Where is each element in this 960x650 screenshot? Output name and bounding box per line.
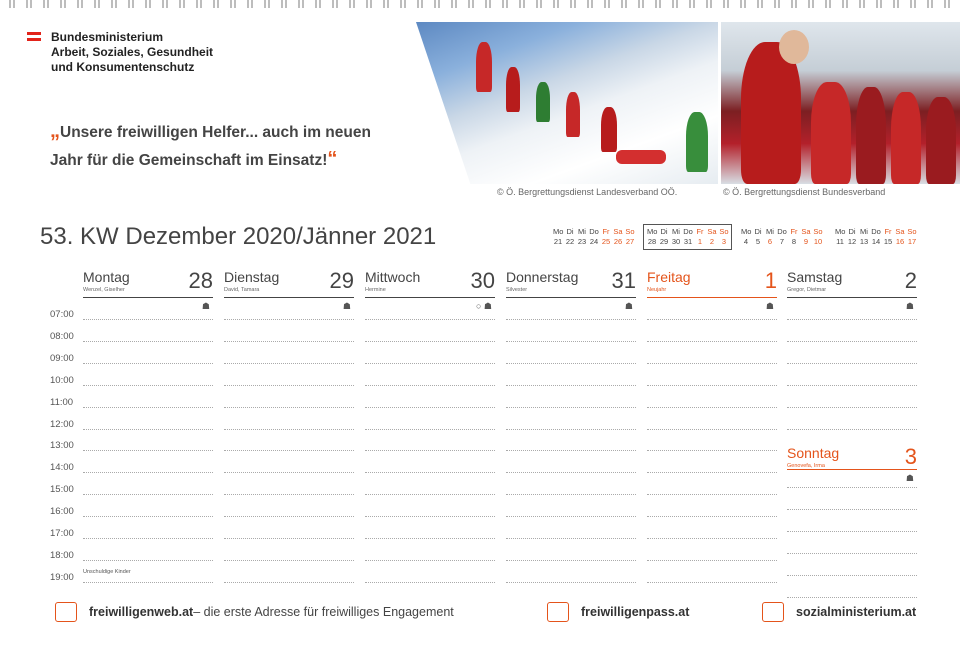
hour-line[interactable] [365, 407, 495, 408]
mountain-icon: ○ ☗ [475, 301, 492, 311]
mini-weekday-label: Fr [790, 227, 798, 236]
mini-weekday-label: So [813, 227, 823, 236]
hour-line[interactable] [224, 560, 354, 561]
mini-day-number: 30 [671, 237, 681, 246]
hour-line[interactable] [83, 450, 213, 451]
mini-day-number: 16 [895, 237, 905, 246]
day-name: Samstag [787, 269, 843, 285]
computer-icon [55, 602, 77, 622]
mini-day-number: 22 [565, 237, 575, 246]
name-days: David, Tamara [224, 287, 260, 293]
footer-freiwilligenweb[interactable] [55, 602, 454, 622]
day-note: Unschuldige Kinder [83, 569, 131, 575]
hour-line[interactable] [365, 516, 495, 517]
hour-line[interactable] [506, 450, 636, 451]
mini-day-number: 11 [836, 237, 844, 246]
day-number: 29 [329, 268, 354, 293]
hour-line[interactable] [787, 319, 917, 320]
hour-line[interactable] [647, 582, 777, 583]
hour-line[interactable] [365, 560, 495, 561]
hour-line[interactable] [365, 385, 495, 386]
hour-line[interactable] [787, 429, 917, 430]
quote-open-mark: „ [50, 120, 60, 142]
quote-line-2: Jahr für die Gemeinschaft im Einsatz! [50, 152, 328, 169]
day-column[interactable] [647, 266, 777, 311]
day-number: 2 [904, 268, 917, 293]
photo-credit-1: © Ö. Bergrettungsdienst Landesverband OÖ. [497, 187, 678, 197]
mini-calendar-week [553, 227, 635, 247]
hour-line[interactable] [506, 363, 636, 364]
hour-line[interactable] [365, 341, 495, 342]
hour-line[interactable] [506, 494, 636, 495]
mountain-icon: ☗ [905, 473, 914, 483]
logo-line-1: Bundesministerium [51, 30, 164, 44]
mini-day-number: 25 [601, 237, 611, 246]
footer-freiwilligenpass[interactable] [547, 602, 689, 622]
mini-weekday-label: Di [848, 227, 856, 236]
mountain-icon: ☗ [201, 301, 210, 311]
hour-line[interactable] [365, 319, 495, 320]
time-label: 14:00 [50, 462, 74, 474]
mini-calendar-week [647, 227, 729, 247]
day-name: Montag [83, 269, 130, 285]
logo-line-2: Arbeit, Soziales, Gesundheit [51, 45, 214, 59]
hour-line[interactable] [787, 341, 917, 342]
mini-day-number: 5 [755, 237, 761, 246]
mini-weekday-label: Mi [860, 227, 868, 236]
mini-day-number: 28 [647, 237, 657, 246]
hour-line[interactable] [787, 531, 917, 532]
mini-day-number: 13 [859, 237, 869, 246]
hour-line[interactable] [787, 385, 917, 386]
hour-line[interactable] [83, 429, 213, 430]
time-label: 19:00 [50, 571, 74, 583]
hour-line[interactable] [647, 494, 777, 495]
footer-sozialministerium[interactable] [762, 602, 916, 622]
mini-weekday-label: Do [777, 227, 787, 236]
hour-line[interactable] [506, 472, 636, 473]
mini-weekday-label: Di [660, 227, 668, 236]
hour-line[interactable] [83, 538, 213, 539]
hour-line[interactable] [224, 407, 354, 408]
hour-line[interactable] [365, 450, 495, 451]
hour-line[interactable] [83, 407, 213, 408]
time-label: 13:00 [50, 440, 74, 452]
hour-line[interactable] [365, 582, 495, 583]
mini-weekday-label: Mo [741, 227, 752, 236]
quote-line-1: Unsere freiwilligen Helfer... auch im neuen [60, 124, 371, 141]
day-column[interactable] [83, 266, 213, 575]
mini-weekday-label: Fr [884, 227, 892, 236]
day-name: Donnerstag [506, 269, 579, 285]
hour-line[interactable] [647, 319, 777, 320]
name-days: Neujahr [647, 287, 667, 293]
mini-day-number: 6 [767, 237, 773, 246]
mini-weekday-label: Fr [602, 227, 610, 236]
freiwilligenpass-link[interactable]: freiwilligenpass.at [581, 605, 690, 619]
hour-line[interactable] [83, 385, 213, 386]
time-label: 18:00 [50, 549, 74, 561]
spiral-binding [0, 0, 960, 8]
hour-line[interactable] [83, 494, 213, 495]
mini-day-number: 14 [871, 237, 881, 246]
hour-line[interactable] [365, 363, 495, 364]
week-title: 53. KW Dezember 2020/Jänner 2021 [40, 223, 437, 250]
day-number: 28 [188, 268, 213, 293]
mini-day-number: 23 [577, 237, 587, 246]
hour-line[interactable] [224, 538, 354, 539]
mini-weekday-label: Mo [647, 227, 658, 236]
mini-weekday-label: Mi [766, 227, 774, 236]
mini-weekday-label: Sa [801, 227, 811, 236]
hour-line[interactable] [506, 341, 636, 342]
mini-day-number: 9 [803, 237, 809, 246]
mini-day-number: 27 [625, 237, 635, 246]
day-number: 31 [611, 268, 636, 293]
name-days: Genovefa, Irma [787, 463, 825, 469]
mountain-rescue-photo-1 [416, 22, 718, 184]
day-sunday[interactable] [787, 442, 917, 483]
day-name: Dienstag [224, 269, 280, 285]
hour-line[interactable] [83, 319, 213, 320]
time-label: 09:00 [50, 352, 74, 364]
hour-line[interactable] [506, 407, 636, 408]
hour-line[interactable] [224, 472, 354, 473]
hour-line[interactable] [83, 582, 213, 583]
name-days: Hermine [365, 287, 386, 293]
mountain-icon: ☗ [624, 301, 633, 311]
hour-line[interactable] [83, 341, 213, 342]
hour-line[interactable] [224, 363, 354, 364]
mini-calendar-week [835, 227, 917, 247]
mini-day-number: 12 [847, 237, 857, 246]
mini-day-number: 29 [659, 237, 669, 246]
hour-line[interactable] [647, 341, 777, 342]
hour-line[interactable] [365, 429, 495, 430]
quote-close-mark: “ [327, 148, 338, 170]
freiwilligenweb-link[interactable]: freiwilligenweb.at [89, 605, 194, 619]
mini-weekday-label: So [907, 227, 917, 236]
mini-day-number: 2 [709, 237, 715, 246]
mini-weekday-label: Di [566, 227, 574, 236]
day-name: Mittwoch [365, 269, 421, 285]
mini-day-number: 1 [697, 237, 703, 246]
hour-line[interactable] [83, 472, 213, 473]
mini-weekday-label: Mo [835, 227, 846, 236]
time-label: 12:00 [50, 418, 74, 430]
mountain-icon: ☗ [342, 301, 351, 311]
hour-line[interactable] [224, 516, 354, 517]
day-column[interactable] [787, 266, 917, 311]
mini-day-number: 17 [907, 237, 917, 246]
time-label: 08:00 [50, 330, 74, 342]
document-icon [547, 602, 569, 622]
freiwilligenweb-text: – die erste Adresse für freiwilliges Engagement [193, 605, 454, 619]
hour-line[interactable] [647, 560, 777, 561]
mini-day-number: 7 [779, 237, 785, 246]
photo-credit-2: © Ö. Bergrettungsdienst Bundesverband [723, 187, 886, 197]
day-column[interactable] [224, 266, 354, 311]
mini-weekday-label: Sa [613, 227, 623, 236]
hour-line[interactable] [365, 494, 495, 495]
logo-line-3: und Konsumentenschutz [51, 60, 195, 74]
hour-line[interactable] [787, 363, 917, 364]
mini-weekday-label: So [625, 227, 635, 236]
hour-line[interactable] [787, 575, 917, 576]
hour-line[interactable] [506, 560, 636, 561]
hour-line[interactable] [83, 516, 213, 517]
hour-line[interactable] [224, 385, 354, 386]
hour-line[interactable] [647, 363, 777, 364]
hour-line[interactable] [647, 538, 777, 539]
hour-line[interactable] [506, 385, 636, 386]
mini-calendar-week [741, 227, 823, 247]
hour-line[interactable] [506, 429, 636, 430]
day-number: 3 [904, 444, 917, 469]
time-label: 07:00 [50, 309, 74, 320]
hour-line[interactable] [506, 516, 636, 517]
mini-weekday-label: So [719, 227, 729, 236]
mini-weekday-label: Di [754, 227, 762, 236]
header-quote [50, 118, 450, 174]
mini-weekday-label: Do [589, 227, 599, 236]
mini-day-number: 4 [743, 237, 749, 246]
time-label: 17:00 [50, 528, 74, 539]
mini-day-number: 24 [589, 237, 599, 246]
hour-line[interactable] [787, 597, 917, 598]
mini-day-number: 26 [613, 237, 623, 246]
time-label: 15:00 [50, 484, 74, 496]
name-days: Gregor, Dietmar [787, 287, 827, 293]
mini-weekday-label: Do [683, 227, 693, 236]
hour-line[interactable] [224, 429, 354, 430]
mini-weekday-label: Sa [895, 227, 905, 236]
mini-day-number: 31 [683, 237, 693, 246]
mini-weekday-label: Do [871, 227, 881, 236]
name-days: Silvester [506, 287, 528, 293]
mini-day-number: 10 [813, 237, 823, 246]
hour-line[interactable] [647, 407, 777, 408]
hour-line[interactable] [224, 582, 354, 583]
hour-line[interactable] [224, 494, 354, 495]
hour-line[interactable] [787, 487, 917, 488]
time-label: 16:00 [50, 506, 74, 518]
hour-line[interactable] [787, 553, 917, 554]
hour-line[interactable] [506, 582, 636, 583]
day-name: Sonntag [787, 445, 840, 461]
hour-line[interactable] [506, 538, 636, 539]
hour-line[interactable] [787, 509, 917, 510]
mountain-rescue-photo-2 [721, 22, 960, 184]
hour-line[interactable] [83, 560, 213, 561]
hour-line[interactable] [647, 450, 777, 451]
hour-line[interactable] [224, 319, 354, 320]
mini-weekday-label: Mi [672, 227, 680, 236]
hour-line[interactable] [647, 516, 777, 517]
hour-line[interactable] [647, 472, 777, 473]
hour-line[interactable] [647, 429, 777, 430]
mini-weekday-label: Mi [578, 227, 586, 236]
mini-day-number: 3 [721, 237, 727, 246]
day-number: 30 [470, 268, 495, 293]
mini-day-number: 8 [791, 237, 797, 246]
building-icon [762, 602, 784, 622]
time-label: 10:00 [50, 374, 74, 386]
hour-line[interactable] [787, 407, 917, 408]
hour-line[interactable] [83, 363, 213, 364]
day-column[interactable] [506, 266, 636, 311]
time-label: 11:00 [50, 396, 74, 408]
austria-flag-icon [27, 32, 41, 41]
hour-line[interactable] [224, 341, 354, 342]
sozialministerium-link[interactable]: sozialministerium.at [796, 605, 917, 619]
mini-weekday-label: Mo [553, 227, 564, 236]
hour-line[interactable] [506, 319, 636, 320]
mountain-icon: ☗ [905, 301, 914, 311]
day-column[interactable] [365, 266, 495, 311]
mini-weekday-label: Fr [696, 227, 704, 236]
hour-line[interactable] [224, 450, 354, 451]
hour-line[interactable] [647, 385, 777, 386]
hour-line[interactable] [365, 472, 495, 473]
name-days: Wenzel, Giselher [83, 287, 125, 293]
mini-weekday-label: Sa [707, 227, 717, 236]
mini-day-number: 21 [553, 237, 563, 246]
mini-day-number: 15 [883, 237, 893, 246]
hour-line[interactable] [365, 538, 495, 539]
day-number: 1 [764, 268, 777, 293]
mountain-icon: ☗ [765, 301, 774, 311]
day-name: Freitag [647, 269, 691, 285]
